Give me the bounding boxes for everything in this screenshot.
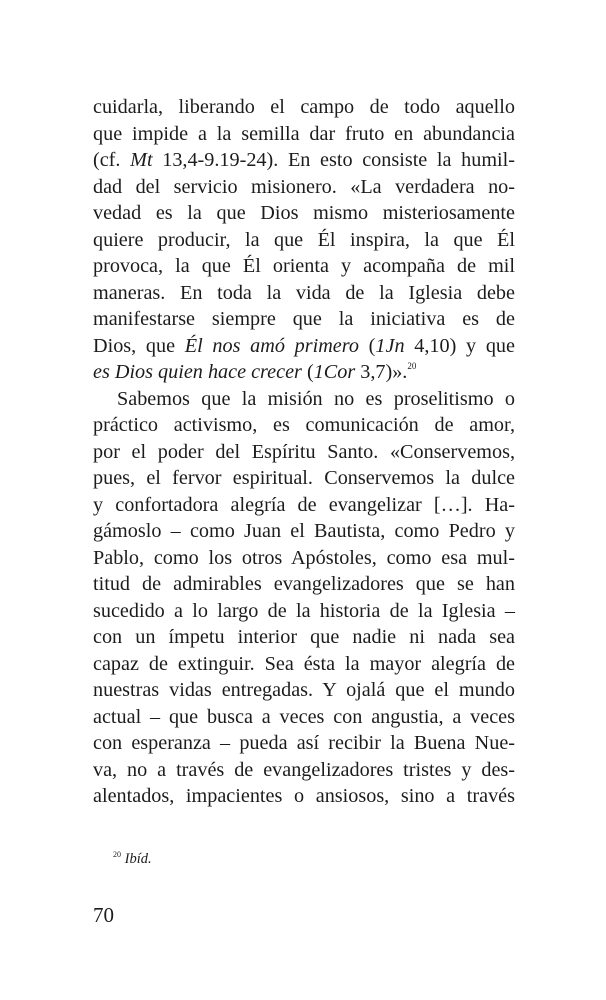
citation-italic: 1Cor — [313, 361, 356, 383]
text-line: maneras. En toda la vida de la Iglesia debe — [93, 281, 515, 304]
text-line: con esperanza – pueda así recibir la Buena Nue- — [93, 732, 515, 754]
paragraph-1 — [93, 94, 515, 386]
quote-italic: es Dios quien hace crecer — [93, 361, 302, 383]
text-line — [93, 333, 515, 360]
text-run: ( — [358, 334, 376, 357]
text-line: quiere producir, la que Él inspira, la que Él — [93, 228, 515, 251]
text-line: sucedido a lo largo de la historia de la Iglesia – — [93, 599, 515, 622]
text-line: Sabemos que la misión no es proselitismo o — [117, 387, 515, 410]
text-line — [93, 147, 515, 174]
text-line: con un ímpetu interior que nadie ni nada sea — [93, 626, 515, 648]
text-line: alentados, impacientes o ansiosos, sino a través — [93, 785, 515, 807]
text-line — [93, 359, 515, 386]
text-run: 4,10) y que — [404, 334, 515, 357]
text-line: pues, el fervor espiritual. Conservemos la dulce — [93, 467, 515, 489]
text-line: Pablo, como los otros Apóstoles, como esa mul- — [93, 546, 515, 569]
text-run: ( — [301, 361, 314, 383]
paragraph-2 — [93, 386, 515, 810]
text-line: va, no a través de evangelizadores tristes y des- — [93, 758, 515, 781]
text-line: y confortadora alegría de evangelizar […]. Ha- — [93, 493, 515, 516]
text-line: titud de admirables evangelizadores que se han — [93, 573, 515, 595]
text-line: vedad es la que Dios mismo misteriosamente — [93, 202, 515, 224]
text-line: práctico activismo, es comunicación de amor, — [93, 414, 515, 436]
footnote-marker: 20 — [407, 361, 417, 371]
text-run: (cf. — [93, 149, 131, 171]
text-line: que impide a la semilla dar fruto en abundancia — [93, 122, 515, 145]
text-line: gámoslo – como Juan el Bautista, como Pedro y — [93, 520, 515, 542]
footnote-number: 20 — [113, 850, 121, 859]
text-line: manifestarse siempre que la iniciativa es de — [93, 308, 515, 330]
citation-italic: 1Jn — [375, 334, 405, 357]
text-line: cuidarla, liberando el campo de todo aquello — [93, 96, 515, 118]
text-line: por el poder del Espíritu Santo. «Conservemos, — [93, 440, 515, 463]
text-line: actual – que busca a veces con angustia, a veces — [93, 705, 515, 728]
text-run: 3,7)». — [355, 361, 408, 383]
quote-italic: Él nos amó primero — [184, 334, 359, 357]
page-body — [93, 94, 515, 810]
text-run: Dios, que — [93, 334, 185, 357]
footnote-text: Ibíd. — [124, 851, 152, 867]
footnote — [113, 850, 152, 868]
text-line: capaz de extinguir. Sea ésta la mayor alegría de — [93, 652, 515, 675]
text-line: nuestras vidas entregadas. Y ojalá que el mundo — [93, 679, 515, 701]
text-run: 13,4-9.19-24). En esto consiste la humil- — [152, 149, 515, 171]
text-line: dad del servicio misionero. «La verdadera no- — [93, 175, 515, 198]
citation-italic: Mt — [130, 149, 153, 171]
text-line: provoca, la que Él orienta y acompaña de mil — [93, 255, 515, 277]
page-number: 70 — [93, 903, 114, 927]
